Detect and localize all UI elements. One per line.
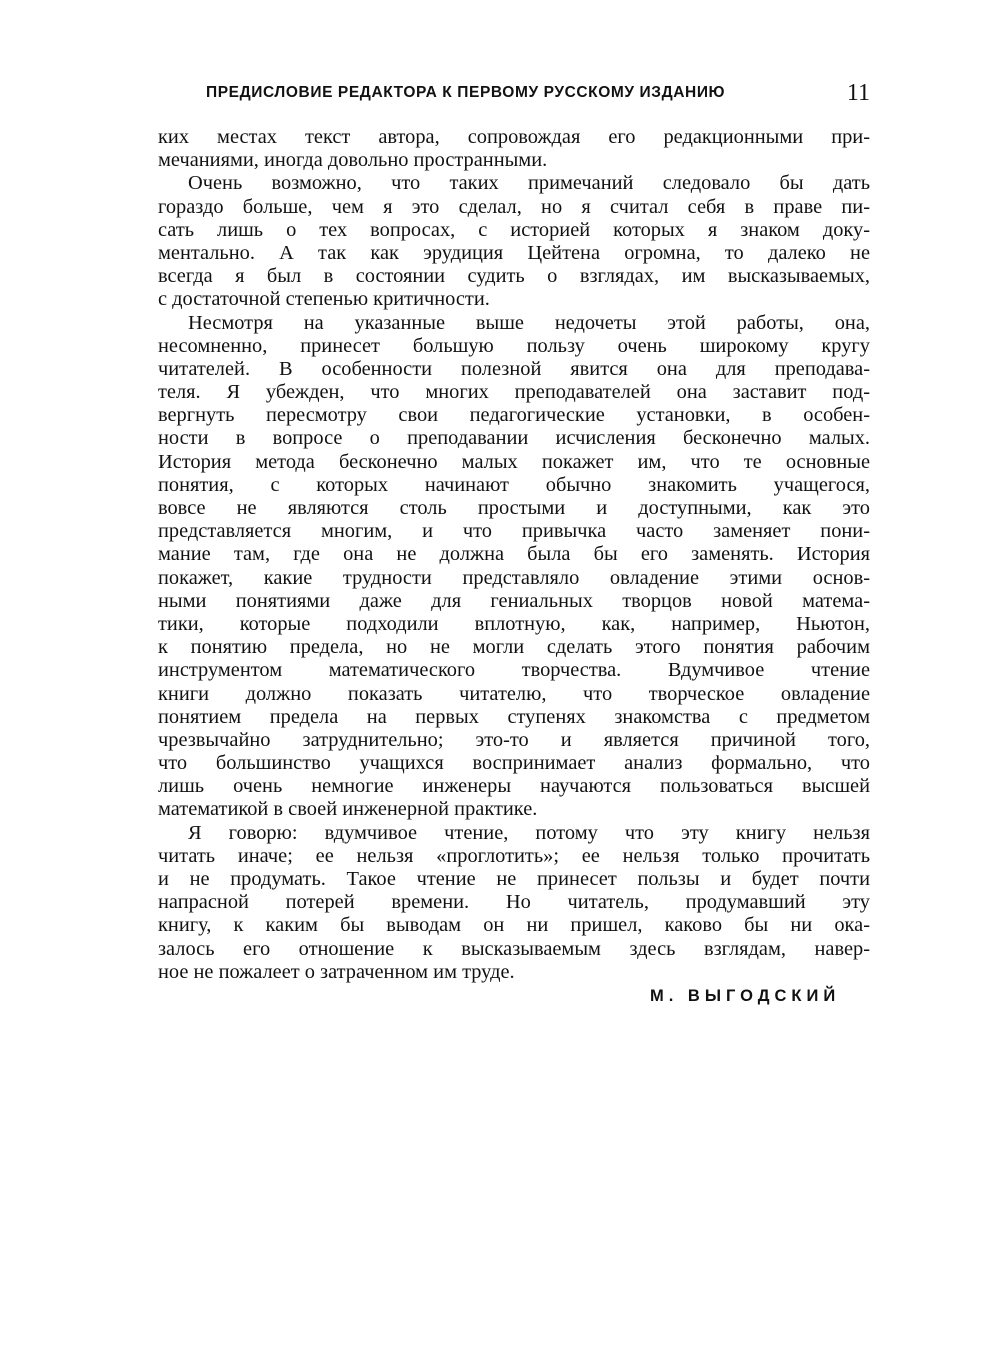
text-line: с достаточной степенью критичности. [158, 288, 490, 311]
text-line: и не продумать. Такое чтение не принесет пользы и будет почти [158, 868, 870, 890]
text-line: ными понятиями даже для гениальных творцов новой матема- [158, 589, 870, 612]
text-line: Несмотря на указанные выше недочеты этой работы, она, [188, 311, 870, 334]
text-line: всегда я был в состоянии судить о взглядах, им высказываемых, [158, 265, 870, 288]
text-line: ности в вопросе о преподавании исчисления бесконечно малых. [158, 427, 870, 450]
text-line: книгу, к каким бы выводам он ни пришел, каково бы ни ока- [158, 914, 870, 937]
text-line: инструментом математического творчества. Вдумчивое чтение [158, 659, 870, 682]
text-line: математикой в своей инженерной практике. [158, 798, 538, 821]
text-line: Я говорю: вдумчивое чтение, потому что эту книгу нельзя [188, 821, 870, 844]
text-line: гораздо больше, чем я это сделал, но я считал себя в праве пи- [158, 195, 870, 218]
text-line: чрезвычайно затруднительно; это-то и является причиной того, [158, 728, 870, 751]
text-line: Очень возможно, что таких примечаний следовало бы дать [188, 172, 870, 195]
body-text [158, 126, 870, 984]
text-line: сать лишь о тех вопросах, с историей которых я знаком доку- [158, 218, 870, 241]
text-line: ментально. А так как эрудиция Цейтена огромна, то далеко не [158, 241, 870, 264]
page-number: 11 [846, 80, 870, 106]
text-line: вергнуть пересмотру свои педагогические установки, в особен- [158, 404, 870, 427]
text-line: понятия, с которых начинают обычно знакомить учащегося, [158, 473, 870, 496]
text-line: залось его отношение к высказываемым здесь взглядам, навер- [158, 937, 870, 960]
running-head [206, 80, 870, 108]
text-line: мечаниями, иногда довольно пространными. [158, 149, 548, 172]
text-line: теля. Я убежден, что многих преподавателей она заставит под- [158, 381, 870, 404]
text-line: что большинство учащихся воспринимает анализ формально, что [158, 752, 870, 775]
text-line: вовсе не являются столь простыми и доступными, как это [158, 497, 870, 519]
running-title: ПРЕДИСЛОВИЕ РЕДАКТОРА К ПЕРВОМУ РУССКОМУ ИЗДАНИЮ [206, 84, 726, 101]
text-line: покажет, какие трудности представляло овладение этими основ- [158, 566, 870, 589]
text-line: История метода бесконечно малых покажет им, что те основные [158, 450, 870, 473]
text-line: лишь очень немногие инженеры научаются пользоваться высшей [158, 775, 870, 798]
text-line: ное не пожалеет о затраченном им труде. [158, 960, 515, 983]
text-line: понятием предела на первых ступенях знакомства с предметом [158, 705, 870, 728]
text-line: напрасной потерей времени. Но читатель, продумавший эту [158, 891, 870, 914]
text-line: ких местах текст автора, сопровождая его редакционными при- [158, 126, 870, 148]
text-line: к понятию предела, но не могли сделать этого понятия рабочим [158, 636, 870, 659]
text-line: несомненно, принесет большую пользу очень широкому кругу [158, 334, 870, 357]
editor-signature: М. ВЫГОДСКИЙ [650, 987, 841, 1005]
text-line: читать иначе; ее нельзя «проглотить»; ее нельзя только прочитать [158, 844, 870, 867]
text-line: мание там, где она не должна была бы его заменять. История [158, 543, 870, 566]
text-line: тики, которые подходили вплотную, как, например, Ньютон, [158, 612, 870, 635]
text-line: читателей. В особенности полезной явится она для преподава- [158, 357, 870, 380]
text-line: книги должно показать читателю, что творческое овладение [158, 682, 870, 705]
text-line: представляется многим, и что привычка часто заменяет пони- [158, 520, 870, 543]
